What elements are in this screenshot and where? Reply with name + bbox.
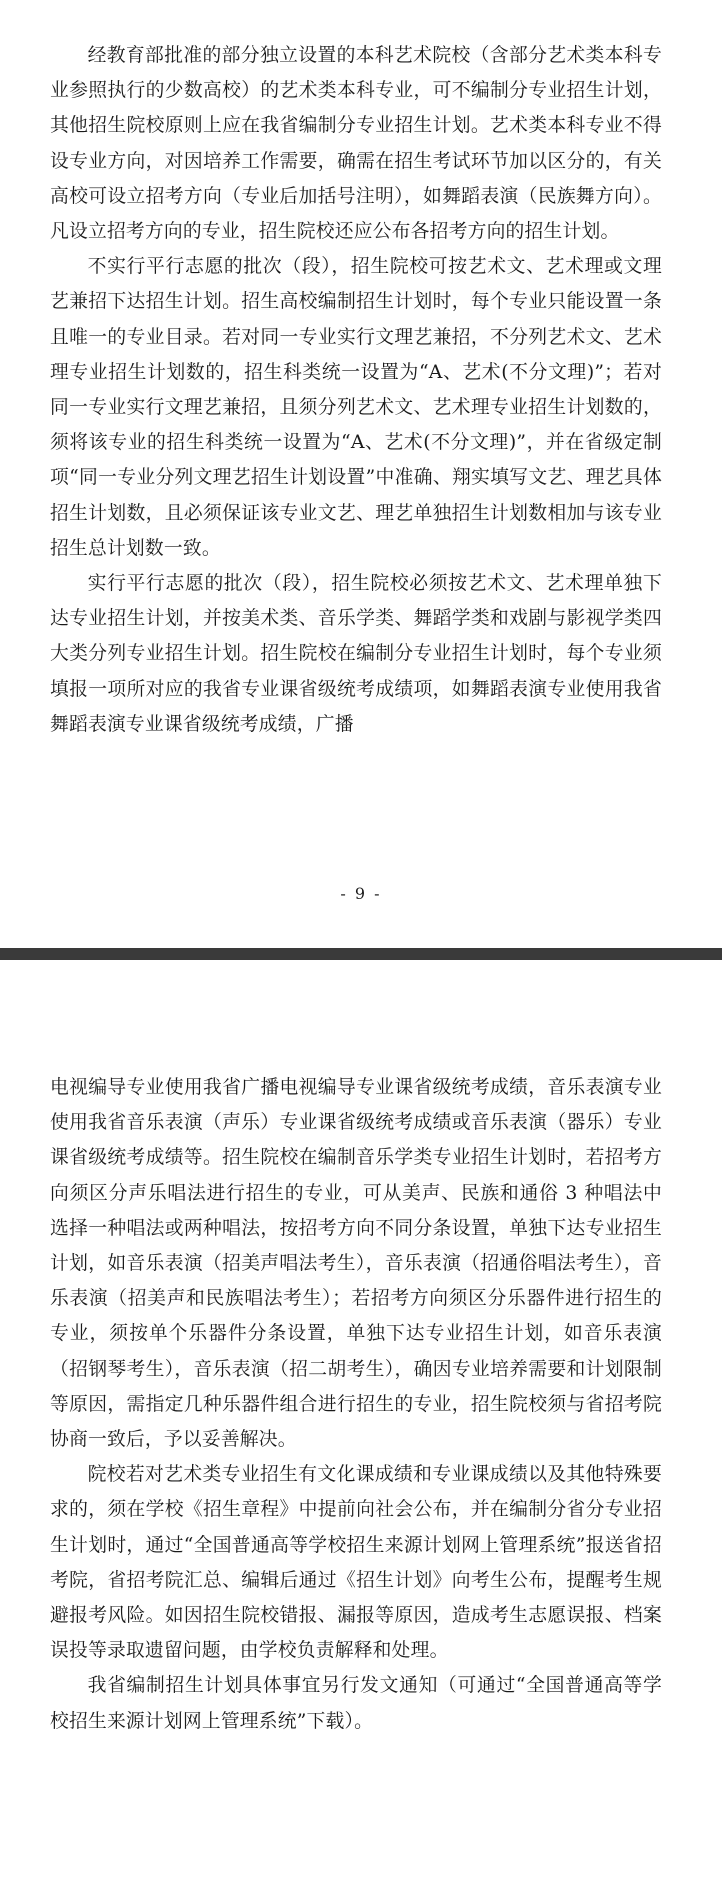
paragraph-non-parallel-batches: 不实行平行志愿的批次（段），招生院校可按艺术文、艺术理或文理艺兼招下达招生计划。招生高校编制招生计划时，每个专业只能设置一条且唯一的专业目录。若对同一专业实行文理艺兼招，不分列艺术文、艺术理专业招生计划数的，招生科类统一设置为“A、艺术(不分文理)”；若对同一专业实行文理艺兼招，且须分列艺术文、艺术理专业招生计划数的，须将该专业的招生科类统一设置为“A、艺术(不分文理)”，并在省级定制项“同一专业分列文理艺招生计划设置”中准确、翔实填写文艺、理艺具体招生计划数，且必须保证该专业文艺、理艺单独招生计划数相加与该专业招生总计划数一致。 [50,256,662,559]
page-body-text [50,38,662,742]
page-separator [0,948,722,960]
document-page-9 [0,0,722,948]
page-number: - 9 - [340,884,382,903]
paragraph-special-requirements: 院校若对艺术类专业招生有文化课成绩和专业课成绩以及其他特殊要求的，须在学校《招生章程》中提前向社会公布，并在编制分省分专业招生计划时，通过“全国普通高等学校招生来源计划网上管理系统”报送省招考院，省招考院汇总、编辑后通过《招生计划》向考生公布，提醒考生规避报考风险。如因招生院校错报、漏报等原因，造成考生志愿误报、档案误投等录取遗留问题，由学校负责解释和处理。 [50,1464,662,1662]
page-body-text [50,1070,662,1739]
paragraph-notice: 我省编制招生计划具体事宜另行发文通知（可通过“全国普通高等学校招生来源计划网上管理系统”下载）。 [50,1675,662,1732]
paragraph-independent-art-colleges: 经教育部批准的部分独立设置的本科艺术院校（含部分艺术类本科专业参照执行的少数高校）的艺术类本科专业，可不编制分专业招生计划，其他招生院校原则上应在我省编制分专业招生计划。艺术类本科专业不得设专业方向，对因培养工作需要，确需在招生考试环节加以区分的，有关高校可设立招考方向（专业后加括号注明），如舞蹈表演（民族舞方向）。凡设立招考方向的专业，招生院校还应公布各招考方向的招生计划。 [50,45,662,243]
paragraph-continued-music-majors: 电视编导专业使用我省广播电视编导专业课省级统考成绩，音乐表演专业使用我省音乐表演（声乐）专业课省级统考成绩或音乐表演（器乐）专业课省级统考成绩等。招生院校在编制音乐学类专业招生计划时，若招考方向须区分声乐唱法进行招生的专业，可从美声、民族和通俗 3 种唱法中选择一种唱法或两种唱法，按招考方向不同分条设置，单独下达专业招生计划，如音乐表演（招美声唱法考生），音乐表演（招通俗唱法考生），音乐表演（招美声和民族唱法考生）；若招考方向须区分乐器件进行招生的专业，须按单个乐器件分条设置，单独下达专业招生计划，如音乐表演（招钢琴考生），音乐表演（招二胡考生），确因专业培养需要和计划限制等原因，需指定几种乐器件组合进行招生的专业，招生院校须与省招考院协商一致后，予以妥善解决。 [50,1077,662,1451]
paragraph-parallel-batches: 实行平行志愿的批次（段），招生院校必须按艺术文、艺术理单独下达专业招生计划，并按美术类、音乐学类、舞蹈学类和戏剧与影视学类四大类分列专业招生计划。招生院校在编制分专业招生计划时，每个专业须填报一项所对应的我省专业课省级统考成绩项，如舞蹈表演专业使用我省舞蹈表演专业课省级统考成绩，广播 [50,573,662,735]
document-page-10 [0,960,722,1900]
